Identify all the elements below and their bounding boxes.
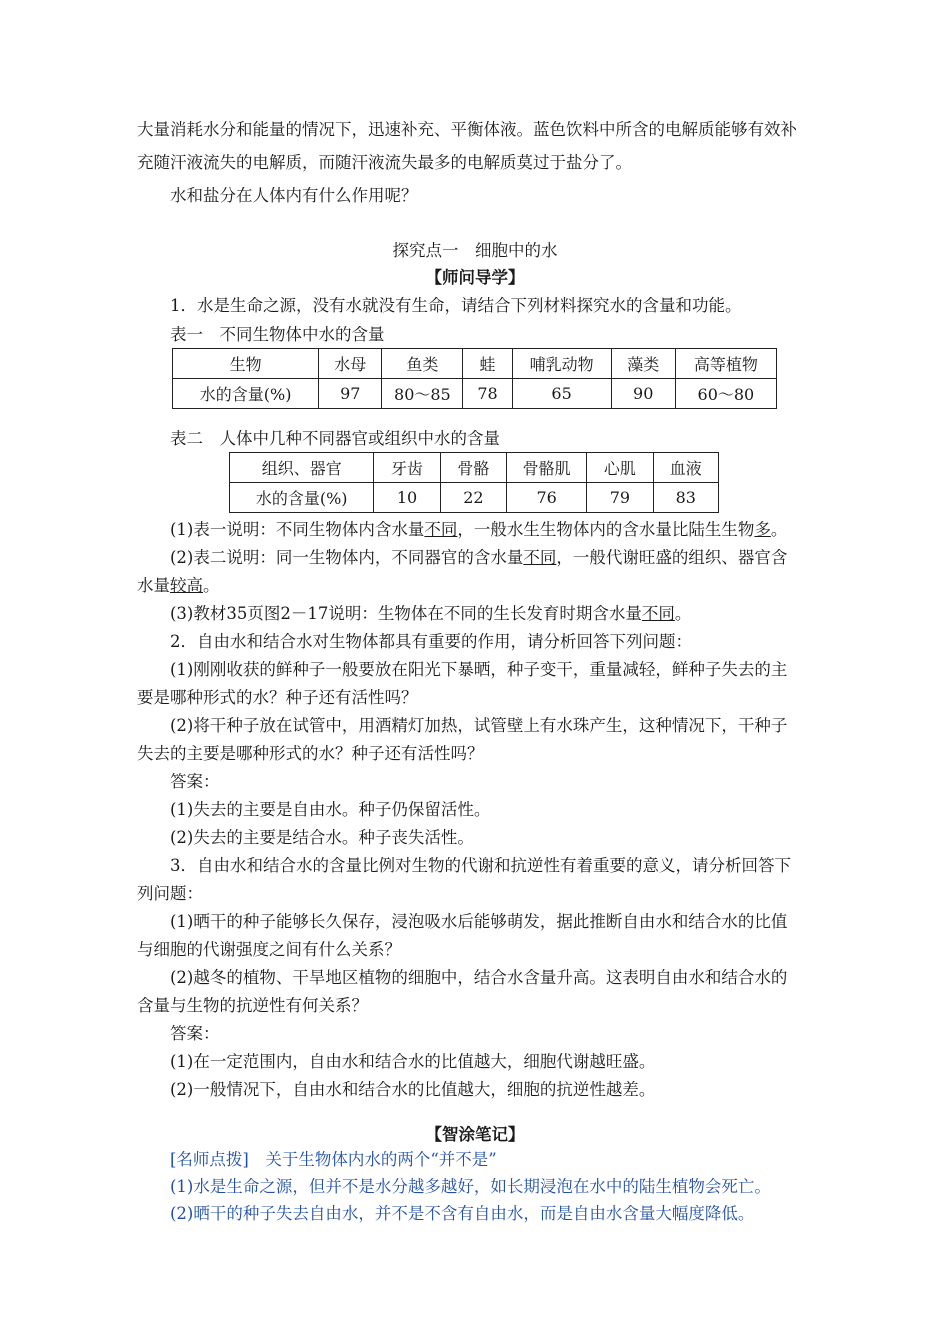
statement-text: ，一般水生生物体内的含水量比陆生生物 <box>457 520 755 539</box>
q3-part-1-line-1: (1)晒干的种子能够长久保存，浸泡吸水后能够萌发，据此推断自由水和结合水的比值 <box>170 912 788 931</box>
q2-text: 2．自由水和结合水对生物体都具有重要的作用，请分析回答下列问题： <box>170 632 692 651</box>
q2-answer-2: (2)失去的主要是结合水。种子丧失活性。 <box>170 828 474 847</box>
table-cell: 骨骼 <box>440 453 506 483</box>
table-cell: 水母 <box>319 349 382 379</box>
table-cell: 76 <box>507 483 587 513</box>
answer-underline: 不同 <box>424 520 458 539</box>
answer-underline: 多 <box>754 520 771 539</box>
q2-part-1-line-1: (1)刚刚收获的鲜种子一般要放在阳光下暴晒，种子变干，重量减轻，鲜种子失去的主 <box>170 660 788 679</box>
table-cell: 80～85 <box>382 379 463 409</box>
notes-item-1: (1)水是生命之源，但并不是水分越多越好，如长期浸泡在水中的陆生植物会死亡。 <box>170 1177 771 1196</box>
q1-text: 1．水是生命之源，没有水就没有生命，请结合下列材料探究水的含量和功能。 <box>170 296 742 315</box>
table-cell: 哺乳动物 <box>512 349 611 379</box>
q3-answer-1: (1)在一定范围内，自由水和结合水的比值越大，细胞代谢越旺盛。 <box>170 1052 656 1071</box>
statement-text: (1)表一说明：不同生物体内含水量 <box>170 520 425 539</box>
statement-text: 。 <box>674 604 692 623</box>
q2-part-2-line-1: (2)将干种子放在试管中，用酒精灯加热，试管壁上有水珠产生，这种情况下，干种子 <box>170 716 788 735</box>
q1-statement-1 <box>170 520 787 540</box>
notes-tip: [名师点拨] 关于生物体内水的两个“并不是” <box>170 1150 497 1169</box>
statement-text: (3)教材35页图2－17说明：生物体在不同的生长发育时期含水量 <box>170 604 642 623</box>
table1-caption: 表一 不同生物体中水的含量 <box>170 325 385 344</box>
table-cell: 90 <box>611 379 675 409</box>
table-cell: 水的含量(%) <box>173 379 319 409</box>
section-subtitle: 【师问导学】 <box>425 268 525 287</box>
table-1 <box>172 348 777 409</box>
q3-part-2-line-1: (2)越冬的植物、干旱地区植物的细胞中，结合水含量升高。这表明自由水和结合水的 <box>170 968 788 987</box>
q2-part-1-line-2: 要是哪种形式的水？种子还有活性吗？ <box>137 688 418 707</box>
table2-caption: 表二 人体中几种不同器官或组织中水的含量 <box>170 429 500 448</box>
table-cell: 65 <box>512 379 611 409</box>
table-cell: 97 <box>319 379 382 409</box>
q3-line-2: 列问题： <box>137 884 203 903</box>
q1-statement-3 <box>170 604 691 624</box>
table-cell: 牙齿 <box>374 453 440 483</box>
table-cell: 10 <box>374 483 440 513</box>
table-cell: 水的含量(%) <box>230 483 374 513</box>
table-cell: 藻类 <box>611 349 675 379</box>
table-cell: 鱼类 <box>382 349 463 379</box>
table-cell: 79 <box>587 483 653 513</box>
answer-underline: 不同 <box>641 604 675 623</box>
q2-answer-label: 答案： <box>170 772 220 791</box>
intro-line-1: 大量消耗水分和能量的情况下，迅速补充、平衡体液。蓝色饮料中所含的电解质能够有效补 <box>137 120 797 139</box>
table-cell: 22 <box>440 483 506 513</box>
table-row <box>173 349 777 379</box>
statement-text: (2)表二说明：同一生物体内，不同器官的含水量 <box>170 548 524 567</box>
table-cell: 血液 <box>653 453 718 483</box>
table-row <box>173 379 777 409</box>
q3-part-1-line-2: 与细胞的代谢强度之间有什么关系？ <box>137 940 401 959</box>
table-cell: 60～80 <box>675 379 776 409</box>
answer-underline: 不同 <box>523 548 557 567</box>
q1-statement-2-line-1 <box>170 548 787 568</box>
q1-statement-2-line-2 <box>137 576 220 596</box>
statement-text: 。 <box>770 520 788 539</box>
table-cell: 83 <box>653 483 718 513</box>
table-row <box>230 483 719 513</box>
q3-part-2-line-2: 含量与生物的抗逆性有何关系？ <box>137 996 368 1015</box>
table-row <box>230 453 719 483</box>
table-cell: 高等植物 <box>675 349 776 379</box>
intro-question: 水和盐分在人体内有什么作用呢？ <box>170 186 418 205</box>
q3-line-1: 3．自由水和结合水的含量比例对生物的代谢和抗逆性有着重要的意义，请分析回答下 <box>170 856 791 875</box>
q3-answer-2: (2)一般情况下，自由水和结合水的比值越大，细胞的抗逆性越差。 <box>170 1080 656 1099</box>
table-cell: 心肌 <box>587 453 653 483</box>
statement-text: 。 <box>203 576 220 595</box>
table-2 <box>229 452 719 513</box>
q3-answer-label: 答案： <box>170 1024 220 1043</box>
answer-underline: 较高 <box>170 576 203 595</box>
q2-part-2-line-2: 失去的主要是哪种形式的水？种子还有活性吗？ <box>137 744 484 763</box>
statement-text: 水量 <box>137 576 170 595</box>
notes-item-2: (2)晒干的种子失去自由水，并不是不含有自由水，而是自由水含量大幅度降低。 <box>170 1204 755 1223</box>
notes-title: 【智涂笔记】 <box>425 1125 525 1144</box>
intro-line-2: 充随汗液流失的电解质，而随汗液流失最多的电解质莫过于盐分了。 <box>137 153 632 172</box>
section-title: 探究点一 细胞中的水 <box>392 241 558 260</box>
table-cell: 生物 <box>173 349 319 379</box>
statement-text: ，一般代谢旺盛的组织、器官含 <box>556 548 788 567</box>
q2-answer-1: (1)失去的主要是自由水。种子仍保留活性。 <box>170 800 491 819</box>
table-cell: 组织、器官 <box>230 453 374 483</box>
table-cell: 骨骼肌 <box>507 453 587 483</box>
table-cell: 78 <box>463 379 512 409</box>
table-cell: 蛙 <box>463 349 512 379</box>
